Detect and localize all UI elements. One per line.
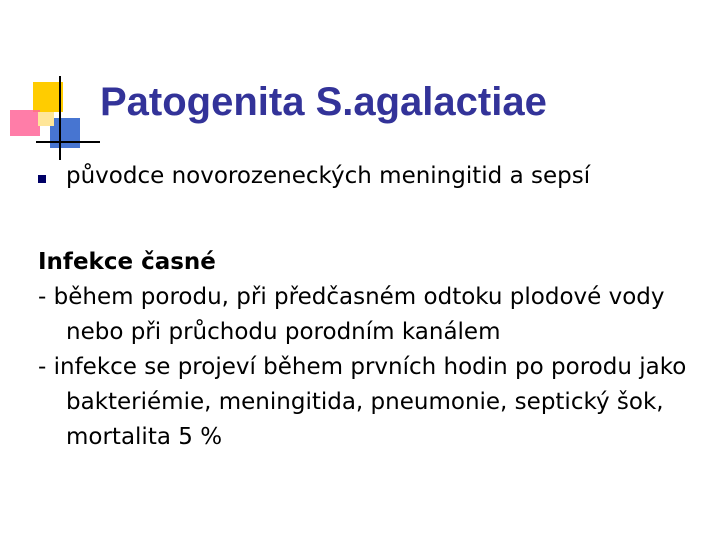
logo-light-square [38,112,54,126]
section-block [38,244,708,455]
bullet-square-icon [38,175,46,183]
bullet-item [38,158,590,194]
logo-pink-square [10,110,40,136]
section-paragraph-1: - během porodu, při předčasném odtoku plodové vody nebo při průchodu porodním kanálem [38,284,665,345]
logo-yellow-square [33,82,63,112]
bullet-text: původce novorozeneckých meningitid a sepsí [66,163,591,189]
slide-logo-decoration [0,0,100,170]
logo-blue-square [50,118,80,148]
section-heading: Infekce časné [38,249,216,275]
section-paragraph-2: - infekce se projeví během prvních hodin po porodu jako bakteriémie, meningitida, pneumonie, septický šok, mortalita 5 % [38,354,687,450]
slide-title: Patogenita S.agalactiae [100,80,547,124]
